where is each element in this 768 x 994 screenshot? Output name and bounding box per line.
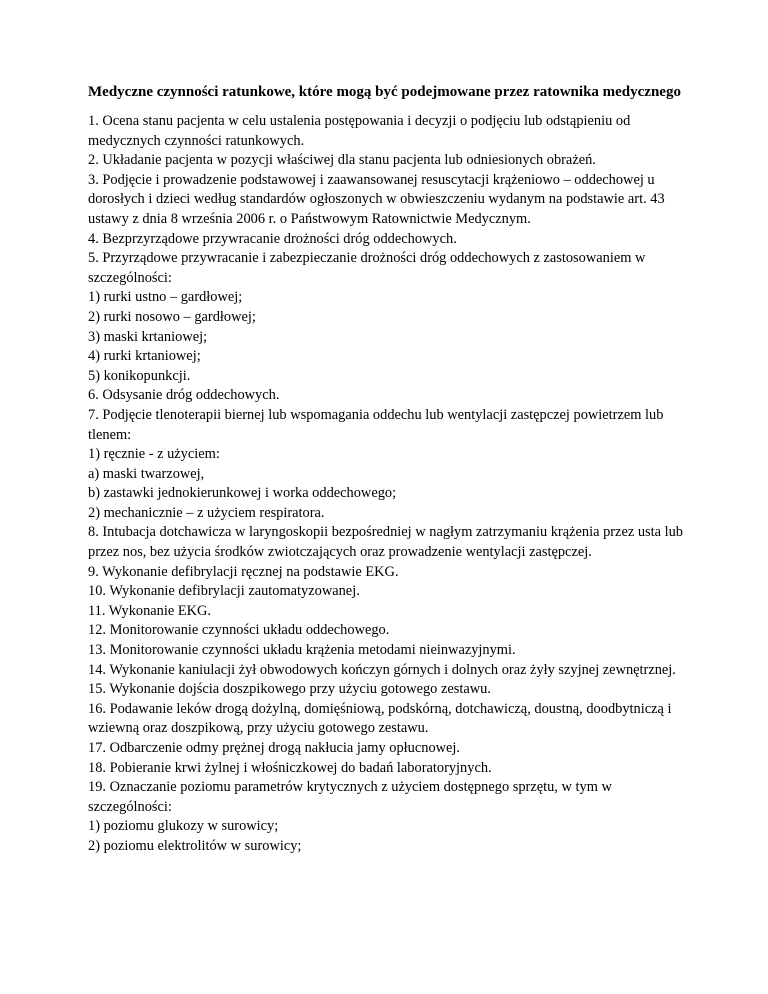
list-item: 16. Podawanie leków drogą dożylną, domięśniową, podskórną, dotchawiczą, doustną, doodbytniczą i wziewną oraz doszpikową, przy użyciu gotowego zestawu. <box>88 700 672 737</box>
list-item: a) maski twarzowej, <box>88 465 205 482</box>
list-item: 10. Wykonanie defibrylacji zautomatyzowanej. <box>88 583 360 600</box>
list-item: 3. Podjęcie i prowadzenie podstawowej i zaawansowanej resuscytacji krążeniowo – oddechowej u dorosłych i dzieci według standardów ogłoszonych w obwieszczeniu wydanym na podstawie art. 43 ustawy z dnia 8 września 2006 r. o Państwowym Ratownictwie Medycznym. <box>88 171 665 227</box>
list-item: 18. Pobieranie krwi żylnej i włośniczkowej do badań laboratoryjnych. <box>88 759 492 776</box>
list-item: 9. Wykonanie defibrylacji ręcznej na podstawie EKG. <box>88 563 399 580</box>
list-item: 8. Intubacja dotchawicza w laryngoskopii bezpośredniej w nagłym zatrzymaniu krążenia przez usta lub przez nos, bez użycia środków zwiotczających oraz prowadzenie wentylacji zastępczej. <box>88 524 683 561</box>
list-item: 4. Bezprzyrządowe przywracanie drożności dróg oddechowych. <box>88 230 457 247</box>
list-item: 2) poziomu elektrolitów w surowicy; <box>88 837 302 854</box>
document-page <box>88 83 688 857</box>
list-item: 2) mechanicznie – z użyciem respiratora. <box>88 504 325 521</box>
list-item: 17. Odbarczenie odmy prężnej drogą nakłucia jamy opłucnowej. <box>88 740 461 756</box>
list-item: 1) rurki ustno – gardłowej; <box>88 289 243 306</box>
list-item: 2) rurki nosowo – gardłowej; <box>88 308 256 325</box>
list-item: 2. Układanie pacjenta w pozycji właściwej dla stanu pacjenta lub odniesionych obrażeń. <box>88 152 596 169</box>
list-item: 12. Monitorowanie czynności układu oddechowego. <box>88 622 390 639</box>
list-item: 6. Odsysanie dróg oddechowych. <box>88 387 280 404</box>
list-item: 13. Monitorowanie czynności układu krążenia metodami nieinwazyjnymi. <box>88 642 516 659</box>
list-item: 14. Wykonanie kaniulacji żył obwodowych kończyn górnych i dolnych oraz żyły szyjnej zewnętrznej. <box>88 661 676 678</box>
list-item: 11. Wykonanie EKG. <box>88 602 212 619</box>
list-item: 4) rurki krtaniowej; <box>88 348 201 365</box>
list-item: 7. Podjęcie tlenoterapii biernej lub wspomagania oddechu lub wentylacji zastępczej powietrzem lub tlenem: <box>88 406 664 443</box>
list-item: 5. Przyrządowe przywracanie i zabezpieczanie drożności dróg oddechowych z zastosowaniem w szczególności: <box>88 250 646 286</box>
list-item: 3) maski krtaniowej; <box>88 328 208 345</box>
list-item: 1) ręcznie - z użyciem: <box>88 446 220 463</box>
list-item: 19. Oznaczanie poziomu parametrów krytycznych z użyciem dostępnego sprzętu, w tym w szczególności: <box>88 779 612 815</box>
list-item: 1) poziomu glukozy w surowicy; <box>88 818 279 835</box>
document-title: Medyczne czynności ratunkowe, które mogą być podejmowane przez ratownika medycznego <box>88 84 681 100</box>
list-item: 5) konikopunkcji. <box>88 367 191 384</box>
document-body <box>88 112 688 857</box>
list-item: 15. Wykonanie dojścia doszpikowego przy użyciu gotowego zestawu. <box>88 681 491 698</box>
list-item: 1. Ocena stanu pacjenta w celu ustalenia postępowania i decyzji o podjęciu lub odstąpieniu od medycznych czynności ratunkowych. <box>88 113 631 149</box>
list-item: b) zastawki jednokierunkowej i worka oddechowego; <box>88 485 397 502</box>
